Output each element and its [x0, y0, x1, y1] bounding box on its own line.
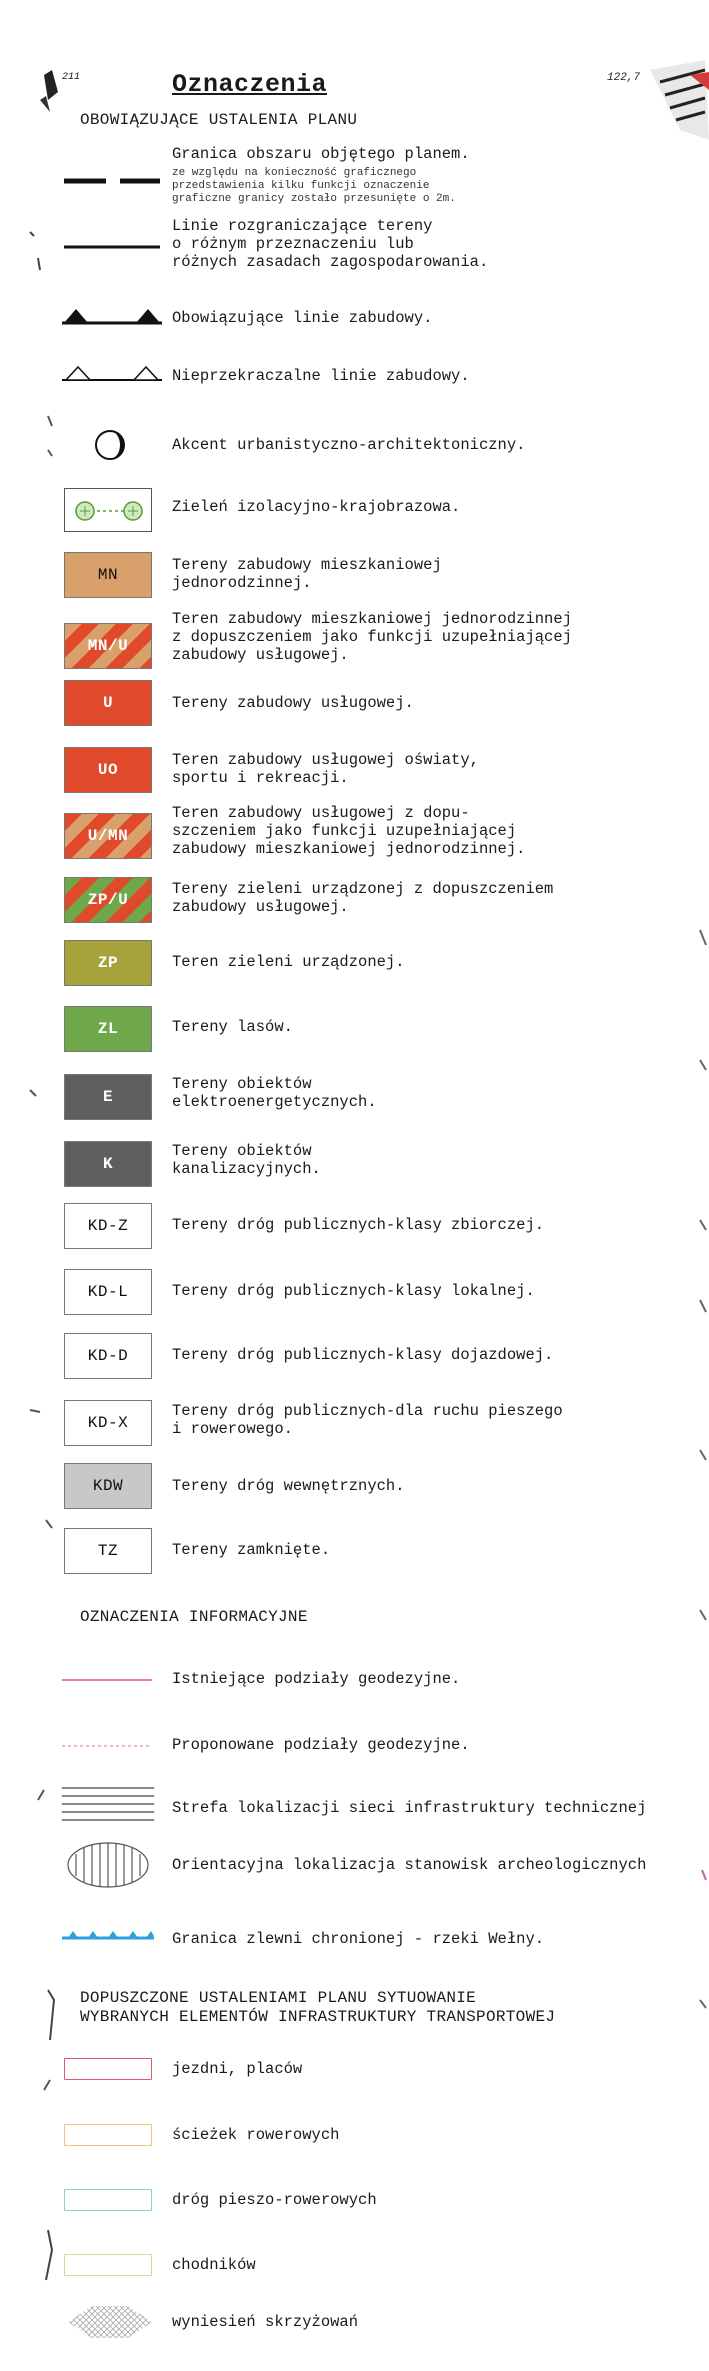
- section-allowed-2: WYBRANYCH ELEMENTÓW INFRASTRUKTURY TRANSPORTOWEJ: [80, 2008, 556, 2026]
- zp-label: Teren zieleni urządzonej.: [172, 953, 405, 971]
- mn-label-2: jednorodzinnej.: [172, 574, 312, 592]
- urban-accent-label: Akcent urbanistyczno-architektoniczny.: [172, 436, 526, 454]
- mn-u-label-1: Teren zabudowy mieszkaniowej jednorodzinnej: [172, 610, 572, 628]
- e-label-1: Tereny obiektów: [172, 1075, 312, 1093]
- sidewalks-label: chodników: [172, 2256, 256, 2274]
- section-binding: OBOWIĄZUJĄCE USTALENIA PLANU: [80, 111, 358, 129]
- proposed-divisions-line: [62, 1744, 162, 1748]
- section-info: OZNACZENIA INFORMACYJNE: [80, 1608, 308, 1626]
- edge-label-top-right: 122,7: [607, 72, 641, 84]
- mn-u-swatch: MN/U: [64, 623, 152, 669]
- kd-z-label: Tereny dróg publicznych-klasy zbiorczej.: [172, 1216, 545, 1234]
- kd-x-swatch: KD-X: [64, 1400, 152, 1446]
- k-swatch: K: [64, 1141, 152, 1187]
- ped-bike-label: dróg pieszo-rowerowych: [172, 2191, 377, 2209]
- kdw-label: Tereny dróg wewnętrznych.: [172, 1477, 405, 1495]
- bike-paths-label: ścieżek rowerowych: [172, 2126, 340, 2144]
- isolation-green-symbol: [64, 488, 152, 532]
- infra-zone-label: Strefa lokalizacji sieci infrastruktury technicznej: [172, 1799, 647, 1817]
- urban-accent-icon: [92, 425, 132, 465]
- u-mn-swatch: U/MN: [64, 813, 152, 859]
- dividing-line-symbol: [62, 244, 162, 250]
- sidewalks-swatch: [64, 2254, 152, 2276]
- zp-swatch: ZP: [64, 940, 152, 986]
- kd-l-label: Tereny dróg publicznych-klasy lokalnej.: [172, 1282, 535, 1300]
- uo-label-2: sportu i rekreacji.: [172, 769, 349, 787]
- isolation-green-label: Zieleń izolacyjno-krajobrazowa.: [172, 498, 461, 516]
- kd-x-label-2: i rowerowego.: [172, 1420, 293, 1438]
- u-mn-label-1: Teren zabudowy usługowej z dopu-: [172, 804, 470, 822]
- raised-crossings-icon: [62, 2302, 162, 2342]
- infra-zone-lines: [62, 1786, 162, 1826]
- uo-swatch: UO: [64, 747, 152, 793]
- roads-label: jezdni, placów: [172, 2060, 303, 2078]
- legend-title: Oznaczenia: [172, 70, 328, 99]
- kdw-swatch: KDW: [64, 1463, 152, 1509]
- roads-swatch: [64, 2058, 152, 2080]
- u-label: Tereny zabudowy usługowej.: [172, 694, 414, 712]
- zl-label: Tereny lasów.: [172, 1018, 293, 1036]
- tz-swatch: TZ: [64, 1528, 152, 1574]
- boundary-note-3: graficzne granicy zostało przesunięte o 2m.: [172, 193, 456, 205]
- u-mn-label-2: szczeniem jako funkcji uzupełniającej: [172, 822, 517, 840]
- mandatory-building-line-icon: [62, 306, 162, 326]
- nonexceedable-building-lines-label: Nieprzekraczalne linie zabudowy.: [172, 367, 470, 385]
- catchment-label: Granica zlewni chronionej - rzeki Wełny.: [172, 1930, 545, 1948]
- boundary-note-1: ze względu na konieczność graficznego: [172, 167, 417, 179]
- zl-swatch: ZL: [64, 1006, 152, 1052]
- proposed-divisions-label: Proponowane podziały geodezyjne.: [172, 1736, 470, 1754]
- nonexceedable-building-line-icon: [62, 363, 162, 383]
- dividing-lines-label-1: Linie rozgraniczające tereny: [172, 217, 433, 235]
- zp-u-label-1: Tereny zieleni urządzonej z dopuszczeniem: [172, 880, 554, 898]
- boundary-label: Granica obszaru objętego planem.: [172, 145, 470, 163]
- catchment-boundary-line: [62, 1928, 162, 1942]
- k-label-1: Tereny obiektów: [172, 1142, 312, 1160]
- tz-label: Tereny zamknięte.: [172, 1541, 331, 1559]
- mn-u-label-3: zabudowy usługowej.: [172, 646, 349, 664]
- u-swatch: U: [64, 680, 152, 726]
- k-label-2: kanalizacyjnych.: [172, 1160, 321, 1178]
- e-label-2: elektroenergetycznych.: [172, 1093, 377, 1111]
- mn-swatch: MN: [64, 552, 152, 598]
- zp-u-label-2: zabudowy usługowej.: [172, 898, 349, 916]
- boundary-note-2: przedstawienia kilku funkcji oznaczenie: [172, 180, 430, 192]
- kd-l-swatch: KD-L: [64, 1269, 152, 1315]
- kd-z-swatch: KD-Z: [64, 1203, 152, 1249]
- archaeo-label: Orientacyjna lokalizacja stanowisk archeologicznych: [172, 1856, 647, 1874]
- mn-u-label-2: z dopuszczeniem jako funkcji uzupełniającej: [172, 628, 572, 646]
- mn-label-1: Tereny zabudowy mieszkaniowej: [172, 556, 442, 574]
- kd-d-swatch: KD-D: [64, 1333, 152, 1379]
- kd-x-label-1: Tereny dróg publicznych-dla ruchu pieszego: [172, 1402, 563, 1420]
- mandatory-building-lines-label: Obowiązujące linie zabudowy.: [172, 309, 433, 327]
- raised-crossings-label: wyniesień skrzyżowań: [172, 2313, 359, 2331]
- bike-paths-swatch: [64, 2124, 152, 2146]
- existing-divisions-line: [62, 1678, 162, 1682]
- archaeo-site-icon: [62, 1840, 162, 1890]
- section-allowed-1: DOPUSZCZONE USTALENIAMI PLANU SYTUOWANIE: [80, 1989, 477, 2007]
- uo-label-1: Teren zabudowy usługowej oświaty,: [172, 751, 479, 769]
- e-swatch: E: [64, 1074, 152, 1120]
- edge-label-top-left: 211: [62, 72, 81, 83]
- dividing-lines-label-2: o różnym przeznaczeniu lub: [172, 235, 414, 253]
- ped-bike-swatch: [64, 2189, 152, 2211]
- u-mn-label-3: zabudowy mieszkaniowej jednorodzinnej.: [172, 840, 526, 858]
- zp-u-swatch: ZP/U: [64, 877, 152, 923]
- kd-d-label: Tereny dróg publicznych-klasy dojazdowej.: [172, 1346, 554, 1364]
- boundary-symbol: [62, 176, 162, 186]
- dividing-lines-label-3: różnych zasadach zagospodarowania.: [172, 253, 489, 271]
- existing-divisions-label: Istniejące podziały geodezyjne.: [172, 1670, 461, 1688]
